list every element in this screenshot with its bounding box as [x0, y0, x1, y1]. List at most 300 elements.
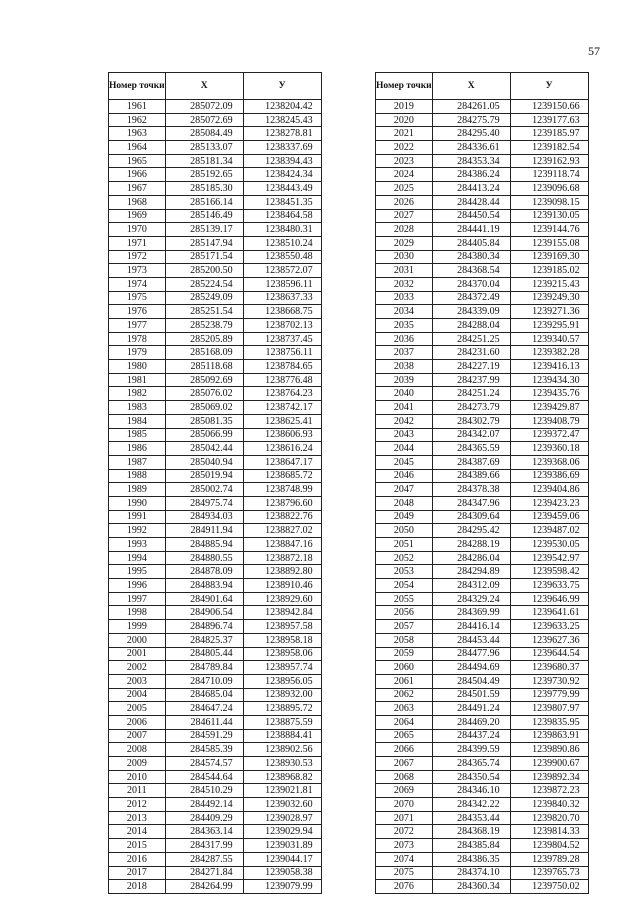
point-number-cell: 2000 [109, 633, 166, 647]
y-coordinate-cell: 1239029.94 [243, 825, 321, 839]
table-header-row [109, 73, 322, 100]
point-number-cell: 2002 [109, 661, 166, 675]
y-coordinate-cell: 1238685.72 [243, 469, 321, 483]
table-row [109, 757, 322, 771]
x-coordinate-cell: 284469.20 [432, 715, 510, 729]
x-coordinate-cell: 285251.54 [165, 305, 243, 319]
table-row [109, 688, 322, 702]
x-coordinate-cell: 285042.44 [165, 442, 243, 456]
y-coordinate-cell: 1238932.00 [243, 688, 321, 702]
y-coordinate-cell: 1239408.79 [510, 414, 588, 428]
table-row [376, 743, 589, 757]
y-coordinate-cell: 1238764.23 [243, 387, 321, 401]
y-coordinate-cell: 1238884.41 [243, 729, 321, 743]
table-row [109, 715, 322, 729]
y-coordinate-cell: 1239641.61 [510, 606, 588, 620]
x-coordinate-cell: 285133.07 [165, 141, 243, 155]
table-row [109, 839, 322, 853]
x-coordinate-cell: 284251.24 [432, 387, 510, 401]
x-coordinate-cell: 284286.04 [432, 551, 510, 565]
point-number-cell: 2020 [376, 113, 433, 127]
y-coordinate-cell: 1239814.33 [510, 825, 588, 839]
table-row [109, 346, 322, 360]
y-coordinate-cell: 1238910.46 [243, 579, 321, 593]
point-number-cell: 2027 [376, 209, 433, 223]
table-row [376, 291, 589, 305]
x-coordinate-cell: 284237.99 [432, 373, 510, 387]
table-row [376, 209, 589, 223]
x-coordinate-cell: 285238.79 [165, 319, 243, 333]
table-row [109, 798, 322, 812]
x-coordinate-cell: 284288.19 [432, 538, 510, 552]
point-number-cell: 2021 [376, 127, 433, 141]
y-coordinate-cell: 1239185.97 [510, 127, 588, 141]
table-row [376, 264, 589, 278]
table-row [109, 236, 322, 250]
table-row [109, 880, 322, 894]
y-coordinate-cell: 1239542.97 [510, 551, 588, 565]
x-coordinate-cell: 284368.19 [432, 825, 510, 839]
y-coordinate-cell: 1238796.60 [243, 496, 321, 510]
table-row [376, 715, 589, 729]
table-row [376, 661, 589, 675]
x-coordinate-cell: 284275.79 [432, 113, 510, 127]
y-coordinate-cell: 1238957.58 [243, 620, 321, 634]
point-number-cell: 2015 [109, 839, 166, 853]
y-coordinate-cell: 1239434.30 [510, 373, 588, 387]
point-number-cell: 2053 [376, 565, 433, 579]
table-row [376, 866, 589, 880]
x-coordinate-cell: 284386.35 [432, 852, 510, 866]
table-row [109, 702, 322, 716]
x-coordinate-cell: 284386.24 [432, 168, 510, 182]
x-coordinate-cell: 284370.04 [432, 277, 510, 291]
table-row [109, 538, 322, 552]
y-coordinate-cell: 1239155.08 [510, 236, 588, 250]
column-header-y: У [510, 73, 588, 100]
point-number-cell: 1982 [109, 387, 166, 401]
point-number-cell: 2069 [376, 784, 433, 798]
x-coordinate-cell: 285166.14 [165, 195, 243, 209]
table-row [109, 113, 322, 127]
point-number-cell: 2051 [376, 538, 433, 552]
point-number-cell: 1964 [109, 141, 166, 155]
table-row [376, 168, 589, 182]
table-row [109, 661, 322, 675]
point-number-cell: 2048 [376, 496, 433, 510]
table-row [376, 154, 589, 168]
x-coordinate-cell: 284317.99 [165, 839, 243, 853]
table-row [376, 195, 589, 209]
x-coordinate-cell: 284591.29 [165, 729, 243, 743]
x-coordinate-cell: 284883.94 [165, 579, 243, 593]
x-coordinate-cell: 284346.10 [432, 784, 510, 798]
y-coordinate-cell: 1239627.36 [510, 633, 588, 647]
x-coordinate-cell: 284825.37 [165, 633, 243, 647]
point-number-cell: 2011 [109, 784, 166, 798]
x-coordinate-cell: 284934.03 [165, 510, 243, 524]
point-number-cell: 2008 [109, 743, 166, 757]
table-row [109, 373, 322, 387]
x-coordinate-cell: 284273.79 [432, 401, 510, 415]
coordinates-table-right [375, 72, 589, 894]
x-coordinate-cell: 285072.69 [165, 113, 243, 127]
point-number-cell: 1990 [109, 496, 166, 510]
x-coordinate-cell: 284380.34 [432, 250, 510, 264]
table-row [376, 127, 589, 141]
column-header-point: Номер точки [109, 73, 166, 100]
x-coordinate-cell: 284261.05 [432, 100, 510, 114]
point-number-cell: 1973 [109, 264, 166, 278]
point-number-cell: 1968 [109, 195, 166, 209]
point-number-cell: 2029 [376, 236, 433, 250]
x-coordinate-cell: 284437.24 [432, 729, 510, 743]
table-row [109, 360, 322, 374]
y-coordinate-cell: 1239340.57 [510, 332, 588, 346]
x-coordinate-cell: 284302.79 [432, 414, 510, 428]
point-number-cell: 2014 [109, 825, 166, 839]
x-coordinate-cell: 284363.14 [165, 825, 243, 839]
x-coordinate-cell: 284501.59 [432, 688, 510, 702]
x-coordinate-cell: 284347.96 [432, 496, 510, 510]
x-coordinate-cell: 285118.68 [165, 360, 243, 374]
point-number-cell: 2030 [376, 250, 433, 264]
coordinates-table-left [108, 72, 322, 894]
table-row [109, 729, 322, 743]
x-coordinate-cell: 284365.74 [432, 757, 510, 771]
table-row [109, 579, 322, 593]
point-number-cell: 2047 [376, 483, 433, 497]
x-coordinate-cell: 285081.35 [165, 414, 243, 428]
x-coordinate-cell: 284491.24 [432, 702, 510, 716]
x-coordinate-cell: 284339.09 [432, 305, 510, 319]
y-coordinate-cell: 1239840.32 [510, 798, 588, 812]
y-coordinate-cell: 1239680.37 [510, 661, 588, 675]
point-number-cell: 2075 [376, 866, 433, 880]
point-number-cell: 2049 [376, 510, 433, 524]
y-coordinate-cell: 1239360.18 [510, 442, 588, 456]
column-header-x: X [432, 73, 510, 100]
y-coordinate-cell: 1239185.02 [510, 264, 588, 278]
table-row [376, 346, 589, 360]
table-row [376, 277, 589, 291]
table-row [109, 277, 322, 291]
y-coordinate-cell: 1238668.75 [243, 305, 321, 319]
table-row [376, 729, 589, 743]
table-row [376, 141, 589, 155]
point-number-cell: 1969 [109, 209, 166, 223]
table-row [376, 510, 589, 524]
y-coordinate-cell: 1238958.06 [243, 647, 321, 661]
y-coordinate-cell: 1239765.73 [510, 866, 588, 880]
y-coordinate-cell: 1238616.24 [243, 442, 321, 456]
table-row [109, 496, 322, 510]
column-header-point: Номер точки [376, 73, 433, 100]
table-row [109, 674, 322, 688]
point-number-cell: 2005 [109, 702, 166, 716]
y-coordinate-cell: 1238637.33 [243, 291, 321, 305]
point-number-cell: 2074 [376, 852, 433, 866]
x-coordinate-cell: 284611.44 [165, 715, 243, 729]
point-number-cell: 2035 [376, 319, 433, 333]
table-row [109, 195, 322, 209]
x-coordinate-cell: 284477.96 [432, 647, 510, 661]
y-coordinate-cell: 1239144.76 [510, 223, 588, 237]
x-coordinate-cell: 284353.34 [432, 154, 510, 168]
table-row [109, 141, 322, 155]
table-row [109, 866, 322, 880]
table-row [109, 223, 322, 237]
table-row [109, 524, 322, 538]
y-coordinate-cell: 1239215.43 [510, 277, 588, 291]
x-coordinate-cell: 284368.54 [432, 264, 510, 278]
y-coordinate-cell: 1239530.05 [510, 538, 588, 552]
table-header-row [376, 73, 589, 100]
point-number-cell: 2009 [109, 757, 166, 771]
y-coordinate-cell: 1239028.97 [243, 811, 321, 825]
y-coordinate-cell: 1239872.23 [510, 784, 588, 798]
point-number-cell: 2040 [376, 387, 433, 401]
table-row [109, 127, 322, 141]
y-coordinate-cell: 1238776.48 [243, 373, 321, 387]
y-coordinate-cell: 1239098.15 [510, 195, 588, 209]
table-row [376, 182, 589, 196]
y-coordinate-cell: 1239459.06 [510, 510, 588, 524]
point-number-cell: 2012 [109, 798, 166, 812]
y-coordinate-cell: 1239079.99 [243, 880, 321, 894]
point-number-cell: 2065 [376, 729, 433, 743]
x-coordinate-cell: 285072.09 [165, 100, 243, 114]
y-coordinate-cell: 1239096.68 [510, 182, 588, 196]
y-coordinate-cell: 1238606.93 [243, 428, 321, 442]
y-coordinate-cell: 1239807.97 [510, 702, 588, 716]
y-coordinate-cell: 1239835.95 [510, 715, 588, 729]
point-number-cell: 1999 [109, 620, 166, 634]
x-coordinate-cell: 285040.94 [165, 455, 243, 469]
y-coordinate-cell: 1239150.66 [510, 100, 588, 114]
point-number-cell: 2070 [376, 798, 433, 812]
y-coordinate-cell: 1238902.56 [243, 743, 321, 757]
x-coordinate-cell: 284504.49 [432, 674, 510, 688]
table-row [109, 565, 322, 579]
table-row [109, 414, 322, 428]
y-coordinate-cell: 1239423.23 [510, 496, 588, 510]
table-row [376, 401, 589, 415]
y-coordinate-cell: 1239789.28 [510, 852, 588, 866]
point-number-cell: 2022 [376, 141, 433, 155]
table-row [376, 332, 589, 346]
point-number-cell: 2036 [376, 332, 433, 346]
table-row [376, 606, 589, 620]
point-number-cell: 1976 [109, 305, 166, 319]
point-number-cell: 2003 [109, 674, 166, 688]
point-number-cell: 1984 [109, 414, 166, 428]
table-row [109, 811, 322, 825]
table-row [376, 236, 589, 250]
point-number-cell: 2063 [376, 702, 433, 716]
x-coordinate-cell: 284329.24 [432, 592, 510, 606]
y-coordinate-cell: 1239487.02 [510, 524, 588, 538]
y-coordinate-cell: 1239892.34 [510, 770, 588, 784]
table-row [109, 510, 322, 524]
table-row [109, 647, 322, 661]
point-number-cell: 2067 [376, 757, 433, 771]
y-coordinate-cell: 1239386.69 [510, 469, 588, 483]
table-row [109, 401, 322, 415]
y-coordinate-cell: 1239730.92 [510, 674, 588, 688]
x-coordinate-cell: 285181.34 [165, 154, 243, 168]
table-row [109, 387, 322, 401]
x-coordinate-cell: 284685.04 [165, 688, 243, 702]
point-number-cell: 2019 [376, 100, 433, 114]
table-row [109, 606, 322, 620]
table-row [376, 852, 589, 866]
point-number-cell: 2034 [376, 305, 433, 319]
point-number-cell: 1974 [109, 277, 166, 291]
y-coordinate-cell: 1238956.05 [243, 674, 321, 688]
y-coordinate-cell: 1239249.30 [510, 291, 588, 305]
point-number-cell: 2038 [376, 360, 433, 374]
y-coordinate-cell: 1239372.47 [510, 428, 588, 442]
x-coordinate-cell: 284906.54 [165, 606, 243, 620]
y-coordinate-cell: 1238930.53 [243, 757, 321, 771]
table-row [376, 223, 589, 237]
table-row [109, 455, 322, 469]
table-row [109, 551, 322, 565]
point-number-cell: 1983 [109, 401, 166, 415]
x-coordinate-cell: 284585.39 [165, 743, 243, 757]
point-number-cell: 2033 [376, 291, 433, 305]
x-coordinate-cell: 285092.69 [165, 373, 243, 387]
table-row [376, 524, 589, 538]
x-coordinate-cell: 284365.59 [432, 442, 510, 456]
y-coordinate-cell: 1239820.70 [510, 811, 588, 825]
y-coordinate-cell: 1239750.02 [510, 880, 588, 894]
point-number-cell: 2071 [376, 811, 433, 825]
point-number-cell: 2042 [376, 414, 433, 428]
table-row [376, 483, 589, 497]
point-number-cell: 1986 [109, 442, 166, 456]
y-coordinate-cell: 1238572.07 [243, 264, 321, 278]
point-number-cell: 2043 [376, 428, 433, 442]
y-coordinate-cell: 1238245.43 [243, 113, 321, 127]
column-header-y: У [243, 73, 321, 100]
point-number-cell: 2064 [376, 715, 433, 729]
x-coordinate-cell: 285249.09 [165, 291, 243, 305]
x-coordinate-cell: 284896.74 [165, 620, 243, 634]
x-coordinate-cell: 284878.09 [165, 565, 243, 579]
y-coordinate-cell: 1238827.02 [243, 524, 321, 538]
table-row [109, 620, 322, 634]
table-row [109, 168, 322, 182]
table-row [376, 770, 589, 784]
x-coordinate-cell: 284385.84 [432, 839, 510, 853]
x-coordinate-cell: 284789.84 [165, 661, 243, 675]
table-row [376, 442, 589, 456]
point-number-cell: 2006 [109, 715, 166, 729]
x-coordinate-cell: 284372.49 [432, 291, 510, 305]
y-coordinate-cell: 1239032.60 [243, 798, 321, 812]
point-number-cell: 1961 [109, 100, 166, 114]
x-coordinate-cell: 285076.02 [165, 387, 243, 401]
table-row [376, 880, 589, 894]
x-coordinate-cell: 285200.50 [165, 264, 243, 278]
y-coordinate-cell: 1238337.69 [243, 141, 321, 155]
table-row [376, 496, 589, 510]
point-number-cell: 2056 [376, 606, 433, 620]
point-number-cell: 2054 [376, 579, 433, 593]
point-number-cell: 2032 [376, 277, 433, 291]
x-coordinate-cell: 285069.02 [165, 401, 243, 415]
x-coordinate-cell: 284544.64 [165, 770, 243, 784]
point-number-cell: 2072 [376, 825, 433, 839]
point-number-cell: 2004 [109, 688, 166, 702]
y-coordinate-cell: 1238464.58 [243, 209, 321, 223]
x-coordinate-cell: 284647.24 [165, 702, 243, 716]
page-number: 57 [588, 44, 600, 58]
point-number-cell: 2059 [376, 647, 433, 661]
point-number-cell: 2023 [376, 154, 433, 168]
x-coordinate-cell: 284441.19 [432, 223, 510, 237]
x-coordinate-cell: 285084.49 [165, 127, 243, 141]
y-coordinate-cell: 1239633.75 [510, 579, 588, 593]
table-row [376, 100, 589, 114]
point-number-cell: 1988 [109, 469, 166, 483]
table-row [376, 674, 589, 688]
y-coordinate-cell: 1239863.91 [510, 729, 588, 743]
y-coordinate-cell: 1239644.54 [510, 647, 588, 661]
x-coordinate-cell: 284389.66 [432, 469, 510, 483]
y-coordinate-cell: 1238958.18 [243, 633, 321, 647]
x-coordinate-cell: 284880.55 [165, 551, 243, 565]
point-number-cell: 1992 [109, 524, 166, 538]
point-number-cell: 2060 [376, 661, 433, 675]
y-coordinate-cell: 1238872.18 [243, 551, 321, 565]
y-coordinate-cell: 1239021.81 [243, 784, 321, 798]
table-row [109, 633, 322, 647]
point-number-cell: 1967 [109, 182, 166, 196]
y-coordinate-cell: 1239368.06 [510, 455, 588, 469]
y-coordinate-cell: 1239295.91 [510, 319, 588, 333]
table-row [376, 784, 589, 798]
y-coordinate-cell: 1238968.82 [243, 770, 321, 784]
x-coordinate-cell: 284378.38 [432, 483, 510, 497]
table-row [376, 798, 589, 812]
y-coordinate-cell: 1238625.41 [243, 414, 321, 428]
table-row [376, 811, 589, 825]
table-row [109, 319, 322, 333]
table-row [376, 565, 589, 579]
x-coordinate-cell: 284227.19 [432, 360, 510, 374]
y-coordinate-cell: 1239404.86 [510, 483, 588, 497]
x-coordinate-cell: 285224.54 [165, 277, 243, 291]
table-row [109, 182, 322, 196]
point-number-cell: 1996 [109, 579, 166, 593]
y-coordinate-cell: 1238647.17 [243, 455, 321, 469]
x-coordinate-cell: 284251.25 [432, 332, 510, 346]
table-row [109, 305, 322, 319]
table-row [376, 620, 589, 634]
x-coordinate-cell: 284494.69 [432, 661, 510, 675]
table-row [109, 852, 322, 866]
column-header-x: X [165, 73, 243, 100]
table-row [376, 414, 589, 428]
point-number-cell: 1966 [109, 168, 166, 182]
y-coordinate-cell: 1238510.24 [243, 236, 321, 250]
y-coordinate-cell: 1239804.52 [510, 839, 588, 853]
point-number-cell: 1994 [109, 551, 166, 565]
point-number-cell: 2055 [376, 592, 433, 606]
